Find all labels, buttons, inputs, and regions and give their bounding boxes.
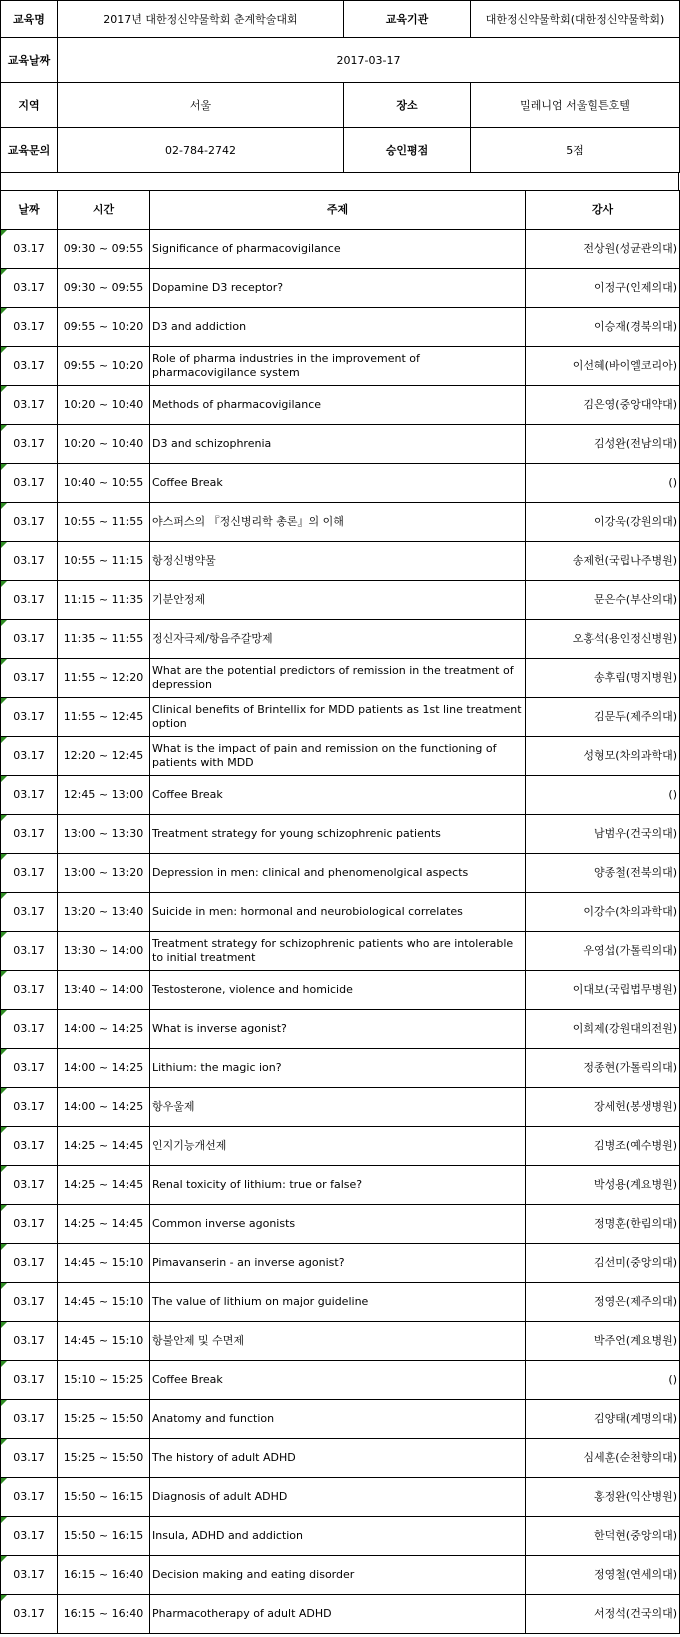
schedule-row — [1, 1244, 680, 1283]
row-date: 03.17 — [1, 1478, 58, 1517]
row-topic: Coffee Break — [150, 1361, 526, 1400]
row-date: 03.17 — [1, 1556, 58, 1595]
row-date: 03.17 — [1, 1400, 58, 1439]
row-speaker: 정영은(제주의대) — [526, 1283, 680, 1322]
row-time: 09:30 ~ 09:55 — [58, 269, 150, 308]
header-topic: 주제 — [150, 191, 526, 230]
row-time: 14:45 ~ 15:10 — [58, 1322, 150, 1361]
row-topic: Methods of pharmacovigilance — [150, 386, 526, 425]
schedule-row — [1, 1556, 680, 1595]
row-date: 03.17 — [1, 659, 58, 698]
row-time: 13:20 ~ 13:40 — [58, 893, 150, 932]
schedule-row — [1, 1205, 680, 1244]
region-label: 지역 — [1, 83, 58, 128]
row-time: 14:25 ~ 14:45 — [58, 1127, 150, 1166]
row-speaker: 김양태(계명의대) — [526, 1400, 680, 1439]
row-speaker: 송제헌(국립나주병원) — [526, 542, 680, 581]
row-speaker: 문은수(부산의대) — [526, 581, 680, 620]
row-speaker: 이선혜(바이엘코리아) — [526, 347, 680, 386]
header-time: 시간 — [58, 191, 150, 230]
row-topic: Decision making and eating disorder — [150, 1556, 526, 1595]
row-time: 10:55 ~ 11:55 — [58, 503, 150, 542]
schedule-row — [1, 1517, 680, 1556]
row-time: 14:45 ~ 15:10 — [58, 1283, 150, 1322]
row-date: 03.17 — [1, 308, 58, 347]
schedule-row — [1, 659, 680, 698]
row-time: 15:50 ~ 16:15 — [58, 1478, 150, 1517]
schedule-row — [1, 1283, 680, 1322]
course-name-value: 2017년 대한정신약물학회 춘계학술대회 — [58, 1, 344, 38]
row-date: 03.17 — [1, 1439, 58, 1478]
schedule-row — [1, 425, 680, 464]
date-label: 교육날짜 — [1, 38, 58, 83]
row-speaker: 김병조(예수병원) — [526, 1127, 680, 1166]
row-speaker: 정명훈(한림의대) — [526, 1205, 680, 1244]
schedule-row — [1, 386, 680, 425]
schedule-row — [1, 1010, 680, 1049]
row-date: 03.17 — [1, 971, 58, 1010]
row-topic: What is the impact of pain and remission on the functioning of patients with MDD — [150, 737, 526, 776]
row-topic: D3 and schizophrenia — [150, 425, 526, 464]
credit-label: 승인평점 — [344, 128, 471, 173]
row-time: 14:00 ~ 14:25 — [58, 1088, 150, 1127]
schedule-row — [1, 1478, 680, 1517]
row-time: 13:00 ~ 13:20 — [58, 854, 150, 893]
organizer-value: 대한정신약물학회(대한정신약물학회) — [471, 1, 680, 38]
schedule-header-row — [1, 191, 680, 230]
schedule-row — [1, 854, 680, 893]
row-topic: What are the potential predictors of remission in the treatment of depression — [150, 659, 526, 698]
row-date: 03.17 — [1, 386, 58, 425]
schedule-table — [0, 190, 680, 1634]
row-date: 03.17 — [1, 1244, 58, 1283]
row-topic: 인지기능개선제 — [150, 1127, 526, 1166]
row-date: 03.17 — [1, 503, 58, 542]
row-date: 03.17 — [1, 269, 58, 308]
row-time: 09:55 ~ 10:20 — [58, 347, 150, 386]
row-speaker: 양종철(전북의대) — [526, 854, 680, 893]
schedule-row — [1, 971, 680, 1010]
row-topic: 야스퍼스의 『정신병리학 총론』의 이해 — [150, 503, 526, 542]
schedule-row — [1, 230, 680, 269]
row-time: 09:30 ~ 09:55 — [58, 230, 150, 269]
row-date: 03.17 — [1, 815, 58, 854]
row-topic: 항정신병약물 — [150, 542, 526, 581]
row-topic: Renal toxicity of lithium: true or false? — [150, 1166, 526, 1205]
row-time: 10:20 ~ 10:40 — [58, 425, 150, 464]
spacer-row — [0, 173, 679, 190]
schedule-row — [1, 932, 680, 971]
row-date: 03.17 — [1, 1010, 58, 1049]
schedule-row — [1, 503, 680, 542]
schedule-row — [1, 737, 680, 776]
row-speaker: 전상원(성균관의대) — [526, 230, 680, 269]
row-time: 10:55 ~ 11:15 — [58, 542, 150, 581]
row-date: 03.17 — [1, 698, 58, 737]
row-date: 03.17 — [1, 1049, 58, 1088]
row-time: 15:50 ~ 16:15 — [58, 1517, 150, 1556]
row-speaker: 이희제(강원대의전원) — [526, 1010, 680, 1049]
row-date: 03.17 — [1, 1361, 58, 1400]
row-time: 14:00 ~ 14:25 — [58, 1010, 150, 1049]
row-topic: Coffee Break — [150, 464, 526, 503]
row-topic: The history of adult ADHD — [150, 1439, 526, 1478]
row-time: 15:25 ~ 15:50 — [58, 1439, 150, 1478]
row-time: 14:45 ~ 15:10 — [58, 1244, 150, 1283]
row-time: 15:25 ~ 15:50 — [58, 1400, 150, 1439]
row-date: 03.17 — [1, 776, 58, 815]
row-time: 13:30 ~ 14:00 — [58, 932, 150, 971]
row-speaker: 송후림(명지병원) — [526, 659, 680, 698]
row-topic: Testosterone, violence and homicide — [150, 971, 526, 1010]
schedule-row — [1, 1322, 680, 1361]
row-date: 03.17 — [1, 1088, 58, 1127]
place-label: 장소 — [344, 83, 471, 128]
course-info-table — [0, 0, 680, 173]
row-date: 03.17 — [1, 1517, 58, 1556]
schedule-row — [1, 620, 680, 659]
row-date: 03.17 — [1, 1205, 58, 1244]
schedule-row — [1, 308, 680, 347]
region-value: 서울 — [58, 83, 344, 128]
schedule-row — [1, 581, 680, 620]
row-time: 14:25 ~ 14:45 — [58, 1205, 150, 1244]
row-topic: Insula, ADHD and addiction — [150, 1517, 526, 1556]
schedule-row — [1, 542, 680, 581]
row-speaker: 정종현(가톨릭의대) — [526, 1049, 680, 1088]
contact-label: 교육문의 — [1, 128, 58, 173]
row-topic: 항불안제 및 수면제 — [150, 1322, 526, 1361]
place-value: 밀레니엄 서울힐튼호텔 — [471, 83, 680, 128]
row-topic: Diagnosis of adult ADHD — [150, 1478, 526, 1517]
row-speaker: 김선미(중앙의대) — [526, 1244, 680, 1283]
row-topic: Pharmacotherapy of adult ADHD — [150, 1595, 526, 1634]
schedule-row — [1, 269, 680, 308]
row-topic: Role of pharma industries in the improvement of pharmacovigilance system — [150, 347, 526, 386]
credit-value: 5점 — [471, 128, 680, 173]
row-speaker: 박성용(계요병원) — [526, 1166, 680, 1205]
row-speaker: 김은영(중앙대약대) — [526, 386, 680, 425]
row-speaker: 이대보(국립법무병원) — [526, 971, 680, 1010]
row-topic: Significance of pharmacovigilance — [150, 230, 526, 269]
row-topic: 정신자극제/항음주갈망제 — [150, 620, 526, 659]
row-time: 13:40 ~ 14:00 — [58, 971, 150, 1010]
row-date: 03.17 — [1, 854, 58, 893]
schedule-row — [1, 1439, 680, 1478]
schedule-row — [1, 1361, 680, 1400]
row-topic: Depression in men: clinical and phenomenolgical aspects — [150, 854, 526, 893]
row-date: 03.17 — [1, 932, 58, 971]
row-time: 11:35 ~ 11:55 — [58, 620, 150, 659]
date-value: 2017-03-17 — [58, 38, 680, 83]
row-speaker: 장세헌(봉생병원) — [526, 1088, 680, 1127]
row-topic: Coffee Break — [150, 776, 526, 815]
schedule-row — [1, 464, 680, 503]
row-time: 15:10 ~ 15:25 — [58, 1361, 150, 1400]
organizer-label: 교육기관 — [344, 1, 471, 38]
row-time: 14:25 ~ 14:45 — [58, 1166, 150, 1205]
row-speaker: 이강수(차의과학대) — [526, 893, 680, 932]
row-topic: Anatomy and function — [150, 1400, 526, 1439]
row-time: 11:55 ~ 12:45 — [58, 698, 150, 737]
schedule-row — [1, 1127, 680, 1166]
row-speaker: 홍정완(익산병원) — [526, 1478, 680, 1517]
row-date: 03.17 — [1, 542, 58, 581]
row-topic: 기분안정제 — [150, 581, 526, 620]
row-date: 03.17 — [1, 1127, 58, 1166]
row-time: 12:20 ~ 12:45 — [58, 737, 150, 776]
row-time: 13:00 ~ 13:30 — [58, 815, 150, 854]
row-speaker: 우영섭(가톨릭의대) — [526, 932, 680, 971]
schedule-row — [1, 776, 680, 815]
row-speaker: 박주언(계요병원) — [526, 1322, 680, 1361]
row-date: 03.17 — [1, 737, 58, 776]
schedule-row — [1, 1049, 680, 1088]
row-date: 03.17 — [1, 893, 58, 932]
row-time: 12:45 ~ 13:00 — [58, 776, 150, 815]
row-time: 09:55 ~ 10:20 — [58, 308, 150, 347]
row-speaker: 이강욱(강원의대) — [526, 503, 680, 542]
course-name-label: 교육명 — [1, 1, 58, 38]
header-date: 날짜 — [1, 191, 58, 230]
row-time: 10:40 ~ 10:55 — [58, 464, 150, 503]
row-speaker: () — [526, 464, 680, 503]
schedule-row — [1, 1595, 680, 1634]
row-time: 16:15 ~ 16:40 — [58, 1595, 150, 1634]
row-speaker: 성형모(차의과학대) — [526, 737, 680, 776]
row-speaker: 한덕현(중앙의대) — [526, 1517, 680, 1556]
row-time: 16:15 ~ 16:40 — [58, 1556, 150, 1595]
row-speaker: 오홍석(용인정신병원) — [526, 620, 680, 659]
row-date: 03.17 — [1, 620, 58, 659]
row-topic: Dopamine D3 receptor? — [150, 269, 526, 308]
row-speaker: 남범우(건국의대) — [526, 815, 680, 854]
row-topic: 항우울제 — [150, 1088, 526, 1127]
row-topic: Treatment strategy for young schizophrenic patients — [150, 815, 526, 854]
row-date: 03.17 — [1, 581, 58, 620]
contact-value: 02-784-2742 — [58, 128, 344, 173]
row-topic: D3 and addiction — [150, 308, 526, 347]
row-topic: What is inverse agonist? — [150, 1010, 526, 1049]
schedule-row — [1, 698, 680, 737]
row-date: 03.17 — [1, 1595, 58, 1634]
row-speaker: 김성완(전남의대) — [526, 425, 680, 464]
schedule-row — [1, 1088, 680, 1127]
row-time: 10:20 ~ 10:40 — [58, 386, 150, 425]
row-speaker: () — [526, 1361, 680, 1400]
row-date: 03.17 — [1, 1166, 58, 1205]
row-time: 14:00 ~ 14:25 — [58, 1049, 150, 1088]
row-time: 11:55 ~ 12:20 — [58, 659, 150, 698]
header-speaker: 강사 — [526, 191, 680, 230]
row-speaker: 김문두(제주의대) — [526, 698, 680, 737]
row-topic: Pimavanserin - an inverse agonist? — [150, 1244, 526, 1283]
row-speaker: 정영철(연세의대) — [526, 1556, 680, 1595]
row-topic: The value of lithium on major guideline — [150, 1283, 526, 1322]
row-date: 03.17 — [1, 425, 58, 464]
row-speaker: 이승재(경북의대) — [526, 308, 680, 347]
row-topic: Common inverse agonists — [150, 1205, 526, 1244]
row-topic: Treatment strategy for schizophrenic patients who are intolerable to initial treatment — [150, 932, 526, 971]
row-date: 03.17 — [1, 464, 58, 503]
row-speaker: 심세훈(순천향의대) — [526, 1439, 680, 1478]
row-speaker: () — [526, 776, 680, 815]
schedule-row — [1, 1166, 680, 1205]
schedule-row — [1, 347, 680, 386]
row-time: 11:15 ~ 11:35 — [58, 581, 150, 620]
row-topic: Clinical benefits of Brintellix for MDD patients as 1st line treatment option — [150, 698, 526, 737]
row-date: 03.17 — [1, 347, 58, 386]
row-topic: Suicide in men: hormonal and neurobiological correlates — [150, 893, 526, 932]
row-date: 03.17 — [1, 1283, 58, 1322]
row-speaker: 서정석(건국의대) — [526, 1595, 680, 1634]
schedule-row — [1, 1400, 680, 1439]
row-date: 03.17 — [1, 230, 58, 269]
row-speaker: 이정구(인제의대) — [526, 269, 680, 308]
schedule-row — [1, 893, 680, 932]
row-date: 03.17 — [1, 1322, 58, 1361]
schedule-row — [1, 815, 680, 854]
row-topic: Lithium: the magic ion? — [150, 1049, 526, 1088]
